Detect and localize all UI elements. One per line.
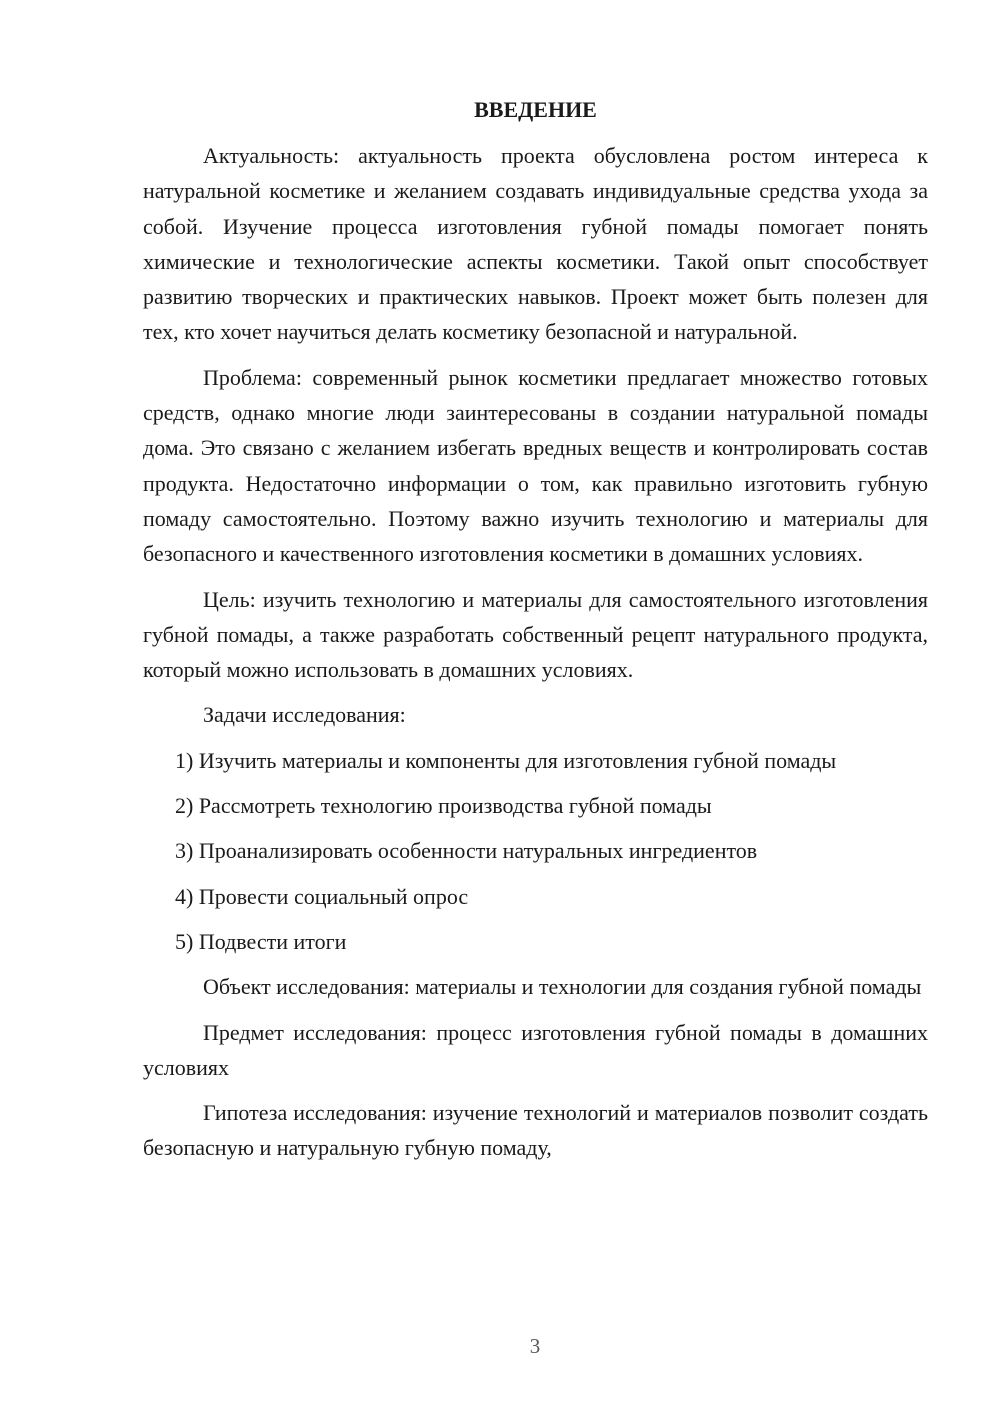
document-page bbox=[143, 96, 928, 1176]
hypothesis-paragraph: Гипотеза исследования: изучение технологий и материалов позволит создать безопасную и натуральную губную помаду, bbox=[143, 1100, 928, 1161]
list-item: 5) Подвести итоги bbox=[175, 928, 347, 954]
list-item: 1) Изучить материалы и компоненты для изготовления губной помады bbox=[175, 747, 837, 773]
object-paragraph: Объект исследования: материалы и технологии для создания губной помады bbox=[203, 974, 922, 1000]
relevance-paragraph: Актуальность: актуальность проекта обусловлена ростом интереса к натуральной косметике и желанием создавать индивидуальные средства ухода за собой. Изучение процесса изготовления губной помады помогает понять химические и технологические аспекты косметики. Такой опыт способствует развитию творческих и практических навыков. Проект может быть полезен для тех, кто хочет научиться делать косметику безопасной и натуральной. bbox=[143, 143, 928, 345]
list-item: 2) Рассмотреть технологию производства губной помады bbox=[175, 793, 712, 819]
list-item: 3) Проанализировать особенности натуральных ингредиентов bbox=[175, 838, 758, 864]
problem-paragraph: Проблема: современный рынок косметики предлагает множество готовых средств, однако многие люди заинтересованы в создании натуральной помады дома. Это связано с желанием избегать вредных веществ и контролировать состав продукта. Недостаточно информации о том, как правильно изготовить губную помаду самостоятельно. Поэтому важно изучить технологию и материалы для безопасного и качественного изготовления косметики в домашних условиях. bbox=[143, 364, 928, 567]
subject-paragraph: Предмет исследования: процесс изготовления губной помады в домашних условиях bbox=[143, 1019, 928, 1080]
tasks-list bbox=[143, 743, 928, 959]
tasks-intro: Задачи исследования: bbox=[203, 702, 406, 728]
page-number: 3 bbox=[529, 1334, 541, 1358]
goal-paragraph: Цель: изучить технологию и материалы для самостоятельного изготовления губной помады, а также разработать собственный рецепт натурального продукта, который можно использовать в домашних условиях. bbox=[143, 586, 928, 683]
list-item: 4) Провести социальный опрос bbox=[175, 883, 469, 909]
page-title: ВВЕДЕНИЕ bbox=[474, 97, 597, 122]
